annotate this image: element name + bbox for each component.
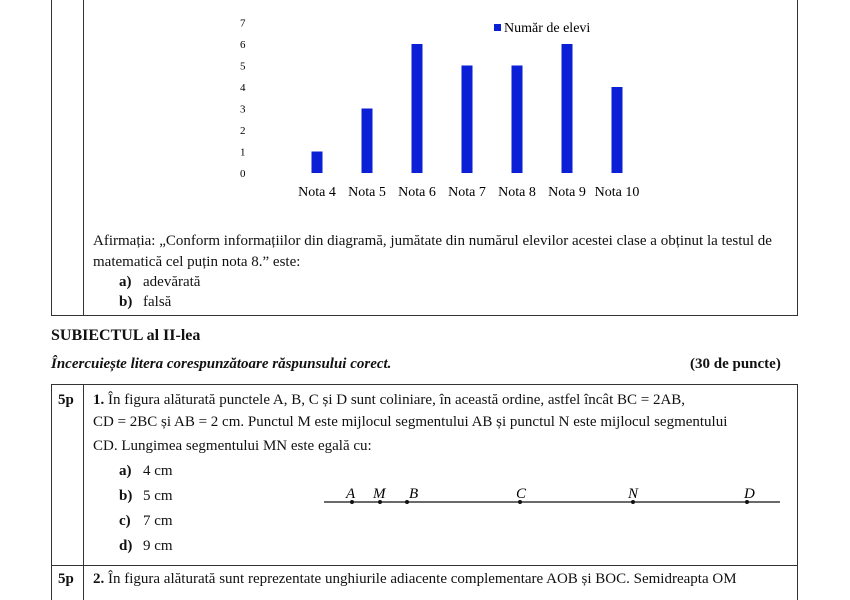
point-c-label: C [516,486,527,502]
top-box-inner-border [83,0,84,316]
q-table-top-border [51,384,798,385]
q2-line-1-text: În figura alăturată sunt reprezentate unghiurile adiacente complementare AOB și BOC. Semidreapta OM [108,571,737,587]
q-table-left-border [51,384,52,600]
point-b-label: B [409,486,419,502]
q1-option-b[interactable] [119,486,173,507]
option-text: 5 cm [143,488,173,504]
x-tick-label: Nota 5 [348,185,386,200]
point-m-label: M [373,486,386,502]
y-tick-label: 4 [240,82,246,94]
q1-line-3: CD. Lungimea segmentului MN este egală cu: [93,438,372,454]
option-letter: b) [119,488,133,504]
option-letter: c) [119,513,131,529]
q2-line-1 [93,569,793,590]
q1-option-d[interactable] [119,536,173,557]
option-text: falsă [143,294,172,310]
option-text: adevărată [143,274,201,290]
y-tick-label: 6 [240,39,246,51]
point-a-label: A [346,486,356,502]
q-table-row-divider [51,565,798,566]
legend-swatch [494,24,501,31]
bar [312,152,323,174]
q1-number: 1. [93,392,105,408]
top-box-left-border [51,0,52,316]
q1-option-c[interactable] [119,511,173,532]
q-top-statement: Afirmația: „Conform informațiilor din diagramă, jumătate din numărul elevilor acestei clase a obținut la testul de matematică cel puțin nota 8.” este: [93,233,772,270]
bar [612,87,623,173]
grades-bar-chart [240,10,660,205]
q1-line-2: CD = 2BC și AB = 2 cm. Punctul M este mijlocul segmentului AB și punctul N este mijlocul segmentului [93,414,728,430]
x-tick-label: Nota 7 [448,185,486,200]
x-tick-label: Nota 10 [594,185,640,200]
q1-line-1-text: În figura alăturată punctele A, B, C și D sunt coliniare, în această ordine, astfel încât BC = 2AB, [108,392,686,408]
bar [562,44,573,173]
option-text: 7 cm [143,513,173,529]
q-top-option-b[interactable] [119,292,171,313]
option-letter: a) [119,463,132,479]
top-box-bottom-border [51,315,798,316]
point-d-label: D [744,486,755,502]
x-tick-label: Nota 9 [548,185,586,200]
x-tick-label: Nota 4 [298,185,336,200]
bar [362,109,373,174]
point-n-label: N [628,486,639,502]
bar [462,66,473,174]
option-text: 9 cm [143,538,173,554]
bar [512,66,523,174]
top-box-right-border [797,0,798,316]
q-table-right-border [797,384,798,600]
section-instruction: Încercuiește litera corespunzătoare răspunsului corect. [51,356,392,372]
y-tick-label: 2 [240,125,246,137]
option-letter: a) [119,274,132,290]
option-letter: d) [119,538,133,554]
x-tick-label: Nota 8 [498,185,536,200]
q2-points: 5p [58,571,74,587]
y-tick-label: 0 [240,168,246,180]
q1-segment-figure [320,480,785,510]
q-table-col-border [83,384,84,600]
section-points: (30 de puncte) [690,356,781,372]
section-title: SUBIECTUL al II-lea [51,327,201,344]
bar [412,44,423,173]
y-tick-label: 3 [240,103,246,116]
y-tick-label: 1 [240,146,246,159]
legend-label: Număr de elevi [504,21,591,36]
x-tick-label: Nota 6 [398,185,436,200]
q1-option-a[interactable] [119,461,173,482]
q1-line-1 [93,390,793,411]
option-letter: b) [119,294,133,310]
option-text: 4 cm [143,463,173,479]
y-tick-label: 5 [240,60,246,73]
q-top-option-a[interactable] [119,272,200,293]
q1-points: 5p [58,392,74,408]
q2-number: 2. [93,571,105,587]
y-tick-label: 7 [240,17,246,30]
